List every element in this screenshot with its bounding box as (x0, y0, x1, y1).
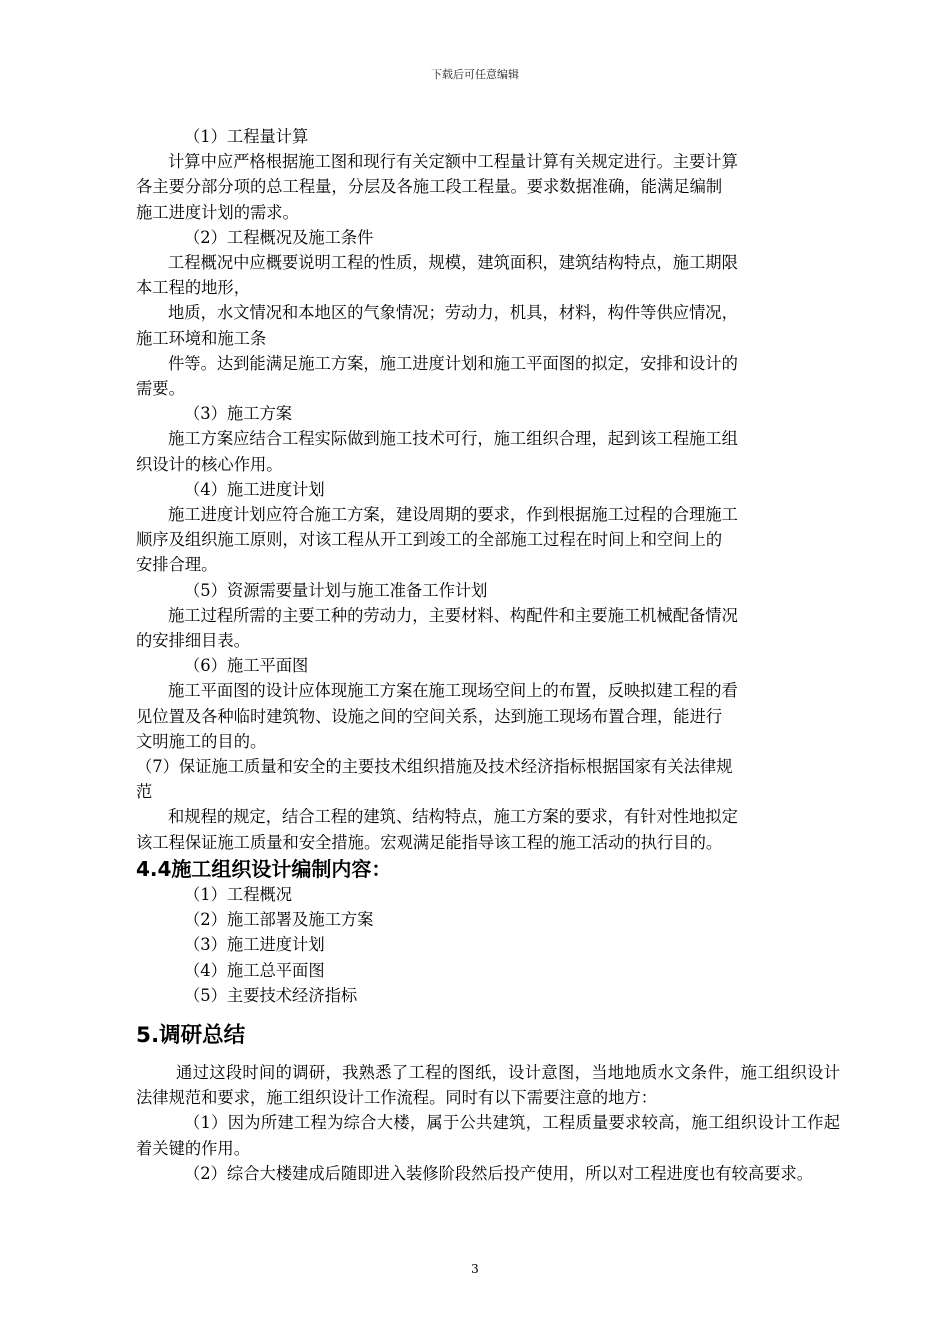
page-header: 下载后可任意编辑 (431, 68, 519, 81)
paragraph-line: 工程概况中应概要说明工程的性质，规模，建筑面积，建筑结构特点，施工期限 (168, 253, 738, 273)
section-heading-5: 5.调研总结 (136, 1022, 246, 1048)
subheading-quality-safety: （7）保证施工质量和安全的主要技术组织措施及技术经济指标根据国家有关法律规 (136, 757, 733, 777)
paragraph-line: 该工程保证施工质量和安全措施。宏观满足能指导该工程的施工活动的执行目的。 (136, 832, 723, 852)
list-item: （5）主要技术经济指标 (184, 985, 358, 1005)
paragraph-line: 施工环境和施工条 (136, 328, 267, 348)
subheading-resources: （5）资源需要量计划与施工准备工作计划 (184, 580, 488, 600)
paragraph-line: 施工过程所需的主要工种的劳动力，主要材料、构配件和主要施工机械配备情况 (168, 605, 738, 625)
paragraph-line: 安排合理。 (136, 555, 218, 575)
subheading-scheme: （3）施工方案 (184, 404, 293, 424)
subheading-quantity: （1）工程量计算 (184, 127, 309, 146)
summary-paragraph-2: （1）因为所建工程为综合大楼，属于公共建筑，工程质量要求较高，施工组织设计工作起着关键的作用。 (136, 1113, 840, 1158)
document-body (136, 124, 840, 1186)
paragraph-line: 施工进度计划的需求。 (136, 202, 299, 222)
paragraph-line: 和规程的规定，结合工程的建筑、结构特点，施工方案的要求，有针对性地拟定 (168, 807, 738, 827)
paragraph-line: 文明施工的目的。 (136, 731, 267, 751)
paragraph-line: 地质，水文情况和本地区的气象情况；劳动力，机具，材料，构件等供应情况， (168, 303, 738, 323)
paragraph-line: 织设计的核心作用。 (136, 454, 283, 474)
paragraph-line: 计算中应严格根据施工图和现行有关定额中工程量计算有关规定进行。主要计算 (168, 152, 738, 172)
paragraph-line: 见位置及各种临时建筑物、设施之间的空间关系，达到施工现场布置合理，能进行 (136, 706, 723, 726)
paragraph-line: 施工平面图的设计应体现施工方案在施工现场空间上的布置，反映拟建工程的看 (168, 681, 738, 701)
subheading-site-plan: （6）施工平面图 (184, 656, 309, 676)
subheading-overview: （2）工程概况及施工条件 (184, 227, 374, 247)
summary-paragraph-1: 通过这段时间的调研，我熟悉了工程的图纸，设计意图，当地地质水文条件，施工组织设计法律规范和要求，施工组织设计工作流程。同时有以下需要注意的地方： (136, 1062, 840, 1108)
paragraph-line: 顺序及组织施工原则，对该工程从开工到竣工的全部施工过程在时间上和空间上的 (136, 530, 723, 550)
paragraph-line: 施工方案应结合工程实际做到施工技术可行，施工组织合理，起到该工程施工组 (168, 429, 738, 449)
list-item: （3）施工进度计划 (184, 935, 325, 955)
paragraph-line: 各主要分部分项的总工程量，分层及各施工段工程量。要求数据准确，能满足编制 (136, 177, 723, 197)
paragraph-line: 范 (136, 782, 153, 802)
paragraph-line: 件等。达到能满足施工方案，施工进度计划和施工平面图的拟定，安排和设计的 (168, 353, 738, 373)
paragraph-line: 施工进度计划应符合施工方案，建设周期的要求，作到根据施工过程的合理施工 (168, 505, 738, 525)
paragraph-line: 的安排细目表。 (136, 631, 250, 651)
subheading-schedule: （4）施工进度计划 (184, 479, 325, 499)
section-heading-4-4: 4.4施工组织设计编制内容： (136, 856, 392, 881)
paragraph-line: 需要。 (136, 379, 185, 399)
list-item: （4）施工总平面图 (184, 960, 325, 980)
summary-paragraph-3: （2）综合大楼建成后随即进入装修阶段然后投产使用，所以对工程进度也有较高要求。 (184, 1163, 814, 1183)
page-number: 3 (471, 1262, 479, 1276)
paragraph-line: 本工程的地形， (136, 278, 250, 298)
list-item: （2）施工部署及施工方案 (184, 910, 374, 930)
list-item: （1）工程概况 (184, 884, 293, 904)
